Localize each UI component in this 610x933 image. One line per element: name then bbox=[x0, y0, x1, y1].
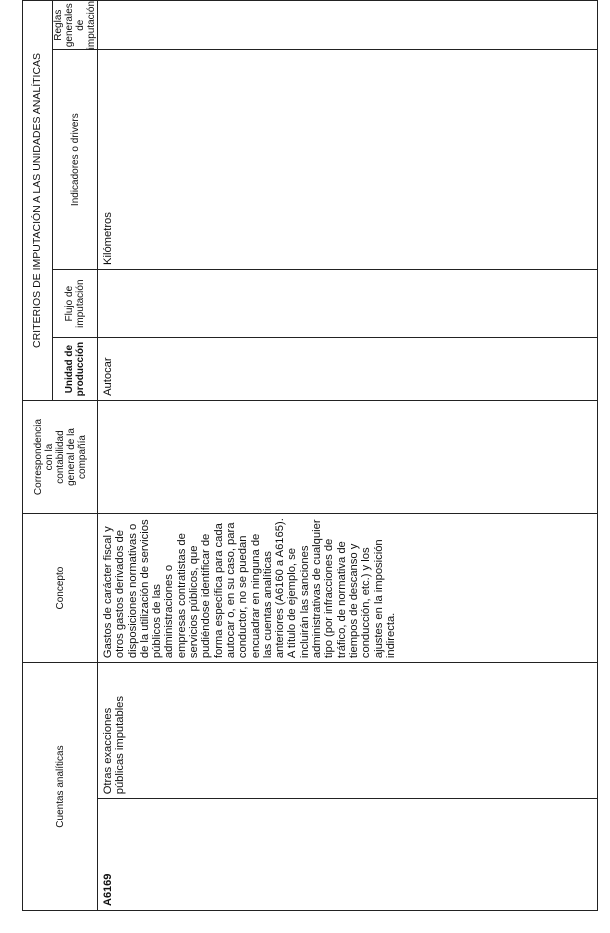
account-code: A6169 bbox=[98, 799, 598, 911]
indicadores-header: Indicadores o drivers bbox=[53, 50, 98, 270]
unidad-header: Unidad de producción bbox=[53, 338, 98, 401]
criterios-header: CRITERIOS DE IMPUTACIÓN A LAS UNIDADES ANALÍTICAS bbox=[23, 1, 53, 401]
correspondencia-header: Correspondencia con la contabilidad general de la compañía bbox=[23, 400, 98, 513]
reglas-header: Reglas generales de imputación bbox=[53, 1, 97, 50]
flow-cell bbox=[98, 269, 598, 337]
concept-text: Gastos de carácter fiscal y otros gastos derivados de disposiciones normativas o de la utilización de servicios públicos de las administraciones o empresas contratistas de servicios públicos, que pudiéndose identificar de forma específica para cada autocar o, en su caso, para conductor, no se puedan encuadrar en ninguna de las cuentas analíticas anteriores (A6160 a A6165). A título de ejemplo, se incluirán las sanciones administrativas de cualquier tipo (por infracciones de tráfico, de normativa de tiempos de descanso y conducción, etc.) y los ajustes en la imposición indirecta. bbox=[98, 514, 598, 663]
account-name: Otras exacciones públicas imputables bbox=[98, 663, 598, 799]
concepto-header: Concepto bbox=[23, 514, 98, 663]
correspondence-cell bbox=[98, 400, 598, 513]
flujo-header: Flujo de imputación bbox=[53, 269, 98, 337]
rules-cell bbox=[98, 1, 598, 50]
production-unit-cell: Autocar bbox=[98, 338, 598, 401]
driver-cell: Kilómetros bbox=[98, 50, 598, 270]
criteria-table bbox=[22, 0, 598, 911]
cuentas-header: Cuentas analíticas bbox=[23, 663, 98, 911]
